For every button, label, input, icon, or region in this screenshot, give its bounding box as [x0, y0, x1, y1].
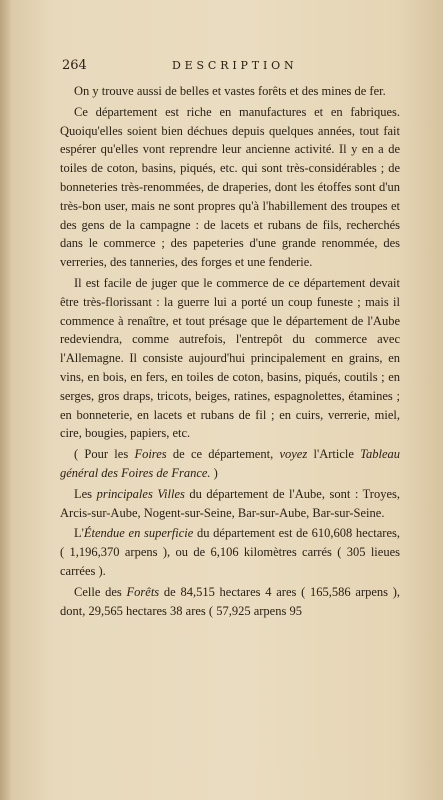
- text-run: l'Article: [307, 447, 361, 462]
- italic-text: Étendue en superficie: [83, 526, 194, 541]
- page-number: 264: [62, 58, 87, 73]
- italic-text: Tableau général des Foires de France.: [60, 447, 400, 480]
- body-text: [60, 82, 400, 622]
- paragraph: [60, 583, 400, 621]
- italic-text: principales Villes: [96, 486, 185, 501]
- running-title: DESCRIPTION: [172, 59, 298, 72]
- text-run: du département est de 610,608 hectares, ( 1,196,370 arpens ), ou de 6,106 kilomètres carrés ( 305 lieues carrées ).: [60, 526, 401, 578]
- text-run: Celle des: [74, 584, 127, 599]
- paragraph: [60, 445, 400, 483]
- text-run: de 84,515 hectares 4 ares ( 165,586 arpens ), dont, 29,565 hectares 38 ares ( 57,925 arpens 95: [60, 584, 401, 618]
- text-run: Il est facile de juger que le commerce de ce département devait être très-florissant : la guerre lui a porté un coup funeste ; mais il commence à renaître, et tout présage que le département de l'Aube redeviendra, comme autrefois, l'entrepôt du commerce avec l'Allemagne. Il consiste aujourd'hui principalement en grains, en vins, en bois, en fers, en toiles de coton, basins, piqués, coutils ; en serges, gros draps, tricots, beiges, ratines, espagnolettes, étamines ; en bonneterie, en lacets et rubans de fil ; en cuirs, verrerie, miel, cire, bougies, papiers, etc.: [60, 275, 400, 441]
- italic-text: Forêts: [126, 584, 160, 599]
- page-header: [62, 58, 402, 78]
- text-run: ( Pour les: [74, 447, 135, 462]
- paragraph: [60, 103, 400, 272]
- paragraph: [60, 274, 400, 443]
- text-run: Les: [74, 486, 97, 501]
- page-gutter-shadow: [0, 0, 12, 800]
- text-run: du département de l'Aube, sont : Troyes, Arcis-sur-Aube, Nogent-sur-Seine, Bar-sur-Aube, Bar-sur-Seine.: [60, 486, 400, 520]
- text-run: Ce département est riche en manufactures et en fabriques. Quoiqu'elles soient bien déchues depuis quelques années, tout fait espérer qu'elles vont reprendre leur ancienne activité. Il y en a de toiles de coton, basins, piqués, etc. qui sont très-considérables ; de bonneteries très-renommées, de draperies, dont les étoffes sont d'un très-bon user, mais ne sont propres qu'à l'habillement des troupes et des gens de la campagne : de lacets et rubans de fils, recherchés dans le commerce ; des papeteries d'une grande renommée, des verreries, des tanneries, des forges et une fenderie.: [60, 104, 400, 270]
- italic-text: voyez: [279, 447, 308, 462]
- text-run: ): [210, 465, 218, 480]
- text-run: On y trouve aussi de belles et vastes forêts et des mines de fer.: [74, 84, 386, 98]
- text-run: L': [74, 526, 84, 541]
- text-run: de ce département,: [166, 447, 280, 462]
- paragraph: [60, 82, 400, 101]
- paragraph: [60, 524, 400, 580]
- italic-text: Foires: [134, 447, 167, 462]
- paragraph: [60, 485, 400, 523]
